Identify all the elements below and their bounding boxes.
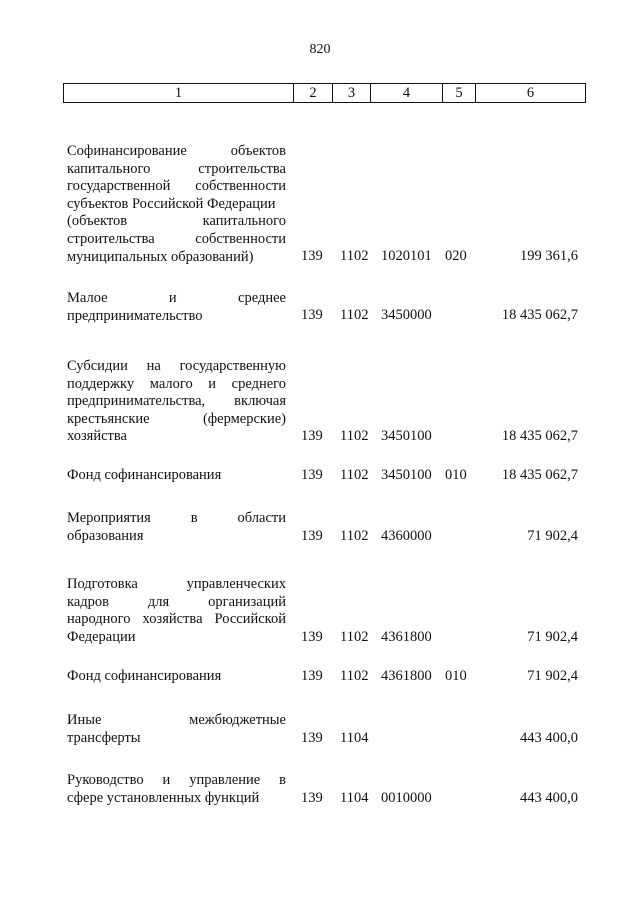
cell-col-6: 71 902,4 (527, 668, 578, 684)
cell-col-2: 139 (301, 528, 323, 544)
desc-line: Мероприятия в области (67, 510, 286, 526)
desc-line: предпринимательство (67, 307, 203, 324)
desc-line: сфере установленных функций (67, 789, 260, 806)
cell-col-6: 443 400,0 (520, 790, 578, 806)
desc-line: капитального строительства (67, 160, 286, 177)
cell-col-4: 4361800 (381, 668, 432, 684)
row-description (67, 668, 286, 686)
header-col-1: 1 (64, 84, 294, 103)
cell-col-5: 010 (445, 668, 467, 684)
desc-line: предпринимательства, включая (67, 393, 286, 410)
cell-col-2: 139 (301, 790, 323, 806)
desc-line: Федерации (67, 628, 136, 645)
header-col-4: 4 (371, 84, 443, 103)
desc-line: субъектов Российской Федерации (67, 195, 276, 212)
desc-line: Иные межбюджетные (67, 712, 286, 728)
desc-line: Подготовка управленческих (67, 576, 286, 592)
row-description (67, 290, 286, 325)
cell-col-3: 1102 (340, 428, 369, 444)
cell-col-4: 4360000 (381, 528, 432, 544)
cell-col-3: 1102 (340, 528, 369, 544)
cell-col-3: 1104 (340, 730, 369, 746)
cell-col-2: 139 (301, 730, 323, 746)
row-description (67, 358, 286, 446)
cell-col-3: 1102 (340, 307, 369, 323)
desc-line: (объектов капитального (67, 213, 286, 230)
cell-col-2: 139 (301, 467, 323, 483)
desc-line: Фонд софинансирования (67, 467, 222, 483)
cell-col-6: 443 400,0 (520, 730, 578, 746)
cell-col-6: 18 435 062,7 (501, 307, 578, 323)
cell-col-2: 139 (301, 307, 323, 323)
cell-col-6: 18 435 062,7 (501, 467, 578, 483)
header-col-2: 2 (294, 84, 333, 103)
cell-col-6: 71 902,4 (527, 629, 578, 645)
desc-line: государственной собственности (67, 178, 286, 195)
desc-line: трансферты (67, 729, 141, 746)
row-description (67, 143, 286, 266)
cell-col-6: 71 902,4 (527, 528, 578, 544)
cell-col-4: 3450000 (381, 307, 432, 323)
row-description (67, 576, 286, 646)
header-col-5: 5 (443, 84, 476, 103)
desc-line: Фонд софинансирования (67, 668, 222, 684)
cell-col-3: 1102 (340, 248, 369, 264)
desc-line: поддержку малого и среднего (67, 375, 286, 392)
desc-line: Субсидии на государственную (67, 358, 286, 374)
desc-line: Малое и среднее (67, 290, 286, 306)
row-description (67, 510, 286, 545)
cell-col-4: 1020101 (381, 248, 432, 264)
column-header-table (63, 83, 586, 103)
desc-line: Руководство и управление в (67, 772, 286, 788)
cell-col-3: 1102 (340, 629, 369, 645)
cell-col-4: 3450100 (381, 428, 432, 444)
cell-col-4: 3450100 (381, 467, 432, 483)
cell-col-4: 0010000 (381, 790, 432, 806)
page-number: 820 (309, 42, 331, 57)
cell-col-2: 139 (301, 248, 323, 264)
header-col-6: 6 (476, 84, 586, 103)
desc-line: народного хозяйства Российской (67, 611, 286, 628)
row-description (67, 772, 286, 807)
row-description (67, 467, 286, 485)
cell-col-3: 1102 (340, 467, 369, 483)
cell-col-2: 139 (301, 668, 323, 684)
cell-col-2: 139 (301, 428, 323, 444)
desc-line: кадров для организаций (67, 593, 286, 610)
desc-line: муниципальных образований) (67, 248, 254, 265)
cell-col-3: 1104 (340, 790, 369, 806)
cell-col-6: 199 361,6 (520, 248, 578, 264)
cell-col-6: 18 435 062,7 (501, 428, 578, 444)
cell-col-2: 139 (301, 629, 323, 645)
cell-col-3: 1102 (340, 668, 369, 684)
desc-line: образования (67, 527, 144, 544)
cell-col-4: 4361800 (381, 629, 432, 645)
desc-line: строительства собственности (67, 230, 286, 247)
desc-line: Софинансирование объектов (67, 143, 286, 159)
row-description (67, 712, 286, 747)
desc-line: крестьянские (фермерские) (67, 410, 286, 427)
desc-line: хозяйства (67, 428, 127, 445)
header-col-3: 3 (333, 84, 371, 103)
cell-col-5: 010 (445, 467, 467, 483)
cell-col-5: 020 (445, 248, 467, 264)
